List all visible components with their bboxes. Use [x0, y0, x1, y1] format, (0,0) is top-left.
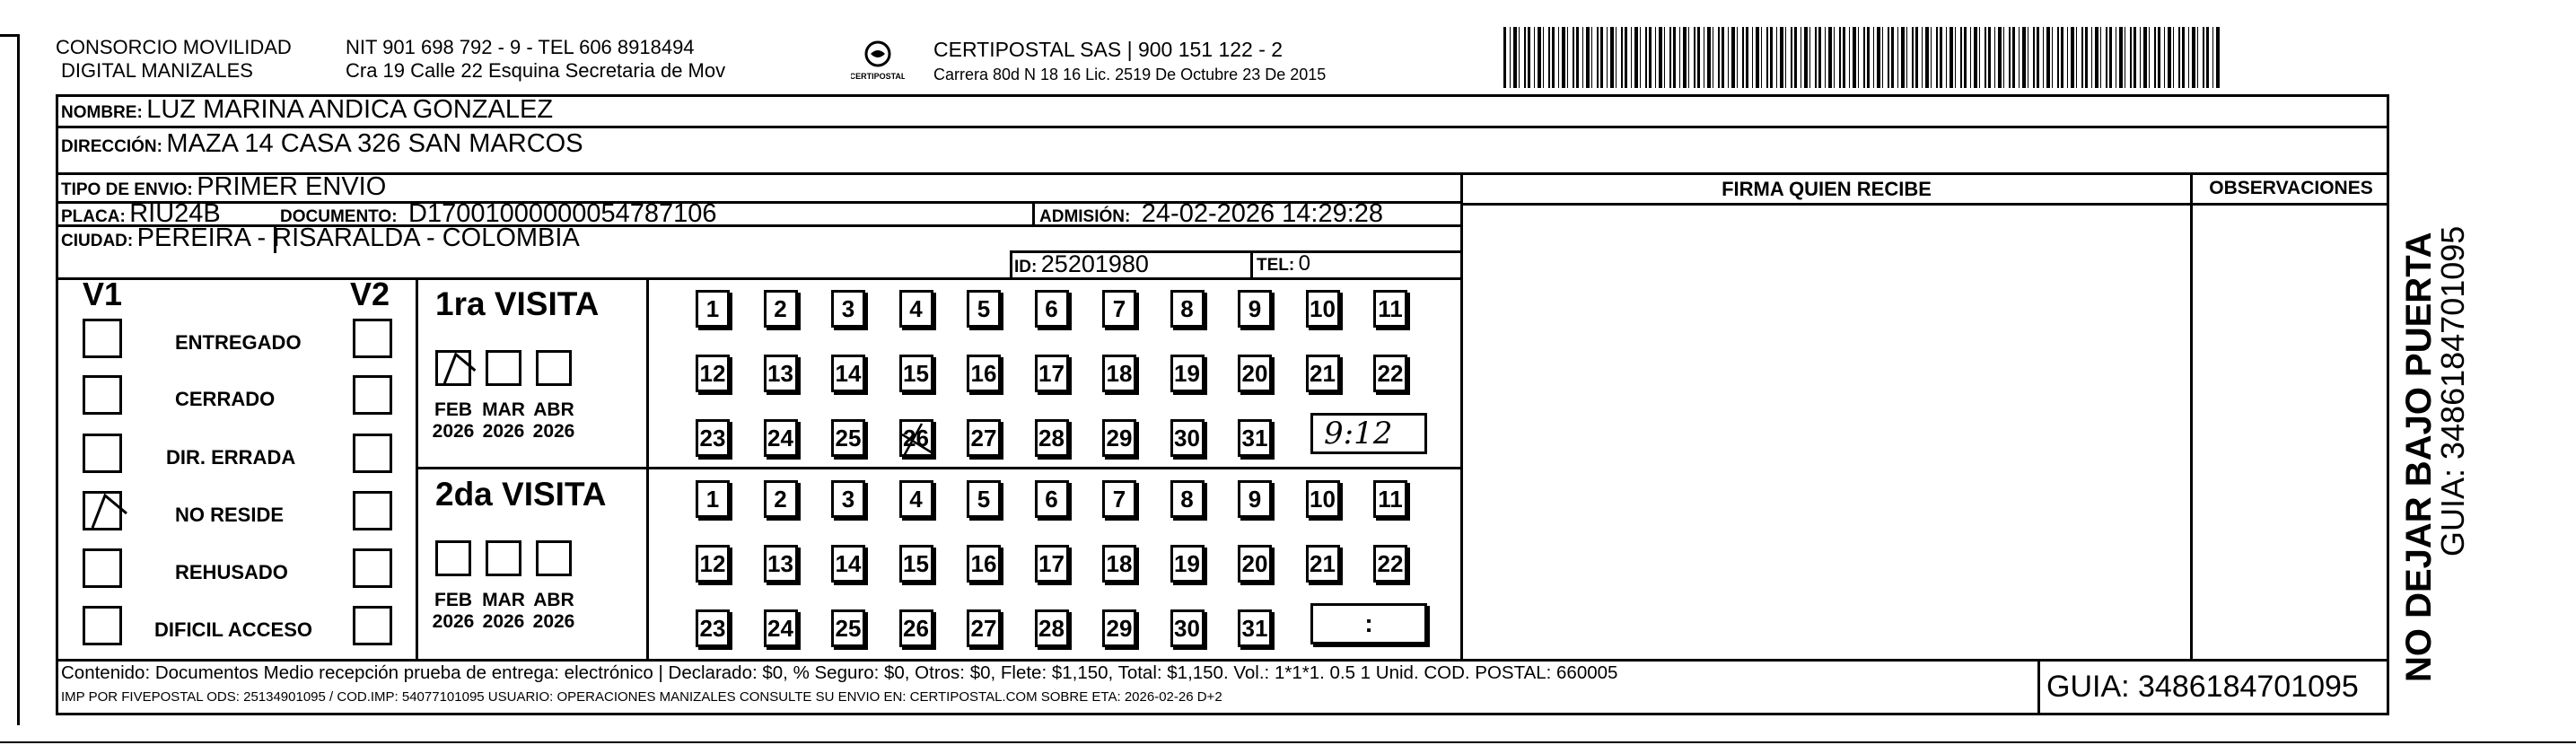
first-visit-month-checkbox[interactable] — [435, 350, 471, 386]
second-visit-day-box[interactable]: 8 — [1170, 480, 1205, 518]
status-v2-checkbox[interactable] — [353, 375, 392, 415]
second-visit-day-box[interactable]: 28 — [1035, 609, 1069, 647]
first-visit-day-box[interactable]: 10 — [1306, 290, 1340, 328]
side-warning: NO DEJAR BAJO PUERTA — [2399, 232, 2439, 682]
month-label: ABR 2026 — [532, 590, 575, 632]
observaciones-header: OBSERVACIONES — [2209, 178, 2373, 198]
first-visit-day-box[interactable]: 9 — [1238, 290, 1272, 328]
month-label: FEB 2026 — [432, 590, 475, 632]
second-visit-day-box[interactable]: 24 — [764, 609, 798, 647]
second-visit-day-box[interactable]: 4 — [899, 480, 933, 518]
second-visit-month-checkbox[interactable] — [536, 540, 572, 576]
second-hour-value: : — [1364, 609, 1373, 637]
status-v2-checkbox[interactable] — [353, 491, 392, 530]
direccion-label: DIRECCIÓN: — [61, 137, 162, 156]
second-visit-day-box[interactable]: 12 — [696, 545, 730, 583]
footer-guia: GUIA: 3486184701095 — [2046, 670, 2359, 704]
documento-cell — [280, 201, 717, 226]
first-visit-day-box[interactable]: 7 — [1102, 290, 1136, 328]
second-visit-day-box[interactable]: 19 — [1170, 545, 1205, 583]
first-visit-day-box[interactable]: 6 — [1035, 290, 1069, 328]
status-v1-checkbox[interactable] — [83, 548, 122, 588]
second-visit-day-box[interactable]: 18 — [1102, 545, 1136, 583]
second-visit-day-box[interactable]: 13 — [764, 545, 798, 583]
first-visit-day-box[interactable]: 2 — [764, 290, 798, 328]
second-visit-day-box[interactable]: 17 — [1035, 545, 1069, 583]
first-visit-day-box[interactable]: 31 — [1238, 419, 1272, 457]
company-nit: NIT 901 698 792 - 9 - TEL 606 8918494 — [346, 36, 695, 58]
first-visit-day-box[interactable]: 8 — [1170, 290, 1205, 328]
first-visit-day-box[interactable]: 12 — [696, 355, 730, 392]
month-label: FEB 2026 — [432, 399, 475, 442]
second-visit-day-box[interactable]: 15 — [899, 545, 933, 583]
tel-label: TEL: — [1257, 256, 1295, 275]
second-visit-day-box[interactable]: 30 — [1170, 609, 1205, 647]
status-v2-checkbox[interactable] — [353, 548, 392, 588]
second-visit-title: 2da VISITA — [435, 476, 607, 513]
status-label: DIFICIL ACCESO — [154, 618, 313, 641]
certipostal-logo — [851, 36, 905, 90]
handwritten-day-mark — [897, 418, 940, 461]
certipostal-name: CERTIPOSTAL SAS | 900 151 122 - 2 — [933, 38, 1284, 61]
ciudad-row — [61, 224, 580, 251]
footer-content: Contenido: Documentos Medio recepción prueba de entrega: electrónico | Declarado: $0, % Seguro: $0, Otros: $0, Flete: $1,150, Total: $1,150. Vol.: 1*1*1. 0.5 1 Unid. COD. POSTAL: 660005 — [61, 662, 1618, 683]
second-visit-day-box[interactable]: 27 — [967, 609, 1001, 647]
tel-cell — [1257, 250, 1310, 277]
status-label: DIR. ERRADA — [166, 446, 296, 469]
direccion-value: MAZA 14 CASA 326 SAN MARCOS — [166, 129, 583, 158]
side-guia: GUIA: 3486184701095 — [2434, 225, 2471, 557]
first-visit-day-box[interactable]: 3 — [831, 290, 865, 328]
second-visit-day-box[interactable]: 7 — [1102, 480, 1136, 518]
status-v1-checkbox[interactable] — [83, 434, 122, 473]
first-visit-day-box[interactable]: 29 — [1102, 419, 1136, 457]
first-visit-day-box[interactable]: 16 — [967, 355, 1001, 392]
status-v1-checkbox[interactable] — [83, 491, 122, 530]
second-visit-day-box[interactable]: 2 — [764, 480, 798, 518]
placa-label: PLACA: — [61, 207, 126, 226]
id-label: ID: — [1014, 258, 1038, 276]
admision-value: 24-02-2026 14:29:28 — [1141, 199, 1384, 228]
company-name: CONSORCIO MOVILIDAD — [56, 36, 292, 58]
second-visit-day-box[interactable]: 25 — [831, 609, 865, 647]
placa-row — [61, 201, 221, 226]
month-label: MAR 2026 — [482, 590, 525, 632]
status-v1-checkbox[interactable] — [83, 606, 122, 645]
admision-cell — [1039, 201, 1383, 226]
first-visit-day-box[interactable]: 30 — [1170, 419, 1205, 457]
documento-value: D17001000000054787106 — [408, 199, 717, 228]
first-hour-box[interactable] — [1310, 413, 1427, 454]
status-label: REHUSADO — [175, 561, 288, 583]
second-visit-day-box[interactable]: 26 — [899, 609, 933, 647]
status-v2-checkbox[interactable] — [353, 319, 392, 358]
ciudad-label: CIUDAD: — [61, 232, 134, 250]
first-visit-month-checkbox[interactable] — [536, 350, 572, 386]
first-visit-day-box[interactable]: 19 — [1170, 355, 1205, 392]
first-visit-day-box[interactable]: 20 — [1238, 355, 1272, 392]
admision-label: ADMISIÓN: — [1039, 207, 1131, 226]
first-visit-day-box[interactable]: 17 — [1035, 355, 1069, 392]
id-value: 25201980 — [1040, 250, 1149, 277]
first-visit-day-box[interactable]: 28 — [1035, 419, 1069, 457]
tipo-row — [61, 172, 386, 201]
nombre-row — [61, 94, 553, 126]
first-visit-day-box[interactable]: 5 — [967, 290, 1001, 328]
first-visit-day-box[interactable]: 18 — [1102, 355, 1136, 392]
second-visit-day-box[interactable]: 11 — [1373, 480, 1407, 518]
second-visit-day-box[interactable]: 23 — [696, 609, 730, 647]
first-visit-day-box[interactable]: 15 — [899, 355, 933, 392]
second-visit-day-box[interactable]: 22 — [1373, 545, 1407, 583]
nombre-value: LUZ MARINA ANDICA GONZALEZ — [146, 95, 554, 124]
status-label: NO RESIDE — [175, 504, 285, 526]
certipostal-address: Carrera 80d N 18 16 Lic. 2519 De Octubre 23 De 2015 — [933, 66, 1327, 83]
tipo-label: TIPO DE ENVIO: — [61, 180, 193, 199]
placa-value: RIU24B — [129, 199, 221, 228]
second-hour-box[interactable] — [1310, 603, 1427, 644]
ciudad-value: PEREIRA - RISARALDA - COLOMBIA — [136, 224, 580, 252]
first-hour-value: 9:12 — [1324, 416, 1393, 451]
first-visit-day-box[interactable]: 25 — [831, 419, 865, 457]
status-v1-checkbox[interactable] — [83, 319, 122, 358]
status-label: ENTREGADO — [175, 331, 302, 354]
first-visit-day-box[interactable]: 22 — [1373, 355, 1407, 392]
second-visit-day-box[interactable]: 3 — [831, 480, 865, 518]
second-visit-day-box[interactable]: 5 — [967, 480, 1001, 518]
first-visit-day-box[interactable]: 13 — [764, 355, 798, 392]
second-visit-day-box[interactable]: 1 — [696, 480, 730, 518]
v1-label: V1 — [83, 276, 123, 312]
second-visit-day-box[interactable]: 21 — [1306, 545, 1340, 583]
second-visit-day-box[interactable]: 14 — [831, 545, 865, 583]
first-visit-day-box[interactable]: 11 — [1373, 290, 1407, 328]
handwritten-check-mark — [85, 494, 121, 530]
second-visit-day-box[interactable]: 31 — [1238, 609, 1272, 647]
status-v1-checkbox[interactable] — [83, 375, 122, 415]
documento-label: DOCUMENTO: — [280, 207, 398, 226]
second-visit-day-box[interactable]: 10 — [1306, 480, 1340, 518]
first-visit-day-box[interactable]: 1 — [696, 290, 730, 328]
barcode — [1503, 27, 2221, 88]
second-visit-day-box[interactable]: 29 — [1102, 609, 1136, 647]
company-address: Cra 19 Calle 22 Esquina Secretaria de Mov — [346, 59, 726, 82]
first-visit-day-box[interactable]: 21 — [1306, 355, 1340, 392]
tel-value: 0 — [1298, 251, 1311, 276]
bottom-edge — [0, 741, 2576, 743]
month-label: ABR 2026 — [532, 399, 575, 442]
first-visit-day-box[interactable]: 23 — [696, 419, 730, 457]
footer-print-info: IMP POR FIVEPOSTAL ODS: 25134901095 / COD.IMP: 54077101095 USUARIO: OPERACIONES MANIZALES CONSULTE SU ENVIO EN: CERTIPOSTAL.COM SOBRE ETA: 2026-02-26 D+2 — [61, 689, 1222, 705]
second-visit-month-checkbox[interactable] — [435, 540, 471, 576]
id-cell — [1014, 250, 1149, 277]
nombre-label: NOMBRE: — [61, 103, 143, 122]
first-visit-day-box[interactable]: 26 — [899, 419, 933, 457]
second-visit-day-box[interactable]: 6 — [1035, 480, 1069, 518]
second-visit-day-box[interactable]: 16 — [967, 545, 1001, 583]
first-visit-title: 1ra VISITA — [435, 285, 600, 322]
second-visit-month-checkbox[interactable] — [486, 540, 521, 576]
first-visit-day-box[interactable]: 14 — [831, 355, 865, 392]
first-visit-day-box[interactable]: 24 — [764, 419, 798, 457]
second-visit-day-box[interactable]: 20 — [1238, 545, 1272, 583]
handwritten-check-mark — [438, 353, 470, 385]
edge-line — [17, 34, 20, 725]
month-label: MAR 2026 — [482, 399, 525, 442]
first-visit-day-box[interactable]: 4 — [899, 290, 933, 328]
status-label: CERRADO — [175, 388, 276, 410]
tipo-value: PRIMER ENVIO — [197, 172, 387, 201]
second-visit-day-box[interactable]: 9 — [1238, 480, 1272, 518]
svg-text:CERTIPOSTAL: CERTIPOSTAL — [851, 72, 905, 81]
status-v2-checkbox[interactable] — [353, 606, 392, 645]
v2-label: V2 — [350, 276, 390, 312]
company-name-2: DIGITAL MANIZALES — [61, 59, 253, 82]
status-v2-checkbox[interactable] — [353, 434, 392, 473]
firma-header: FIRMA QUIEN RECIBE — [1722, 178, 1932, 200]
first-visit-month-checkbox[interactable] — [486, 350, 521, 386]
direccion-row — [61, 128, 583, 160]
first-visit-day-box[interactable]: 27 — [967, 419, 1001, 457]
